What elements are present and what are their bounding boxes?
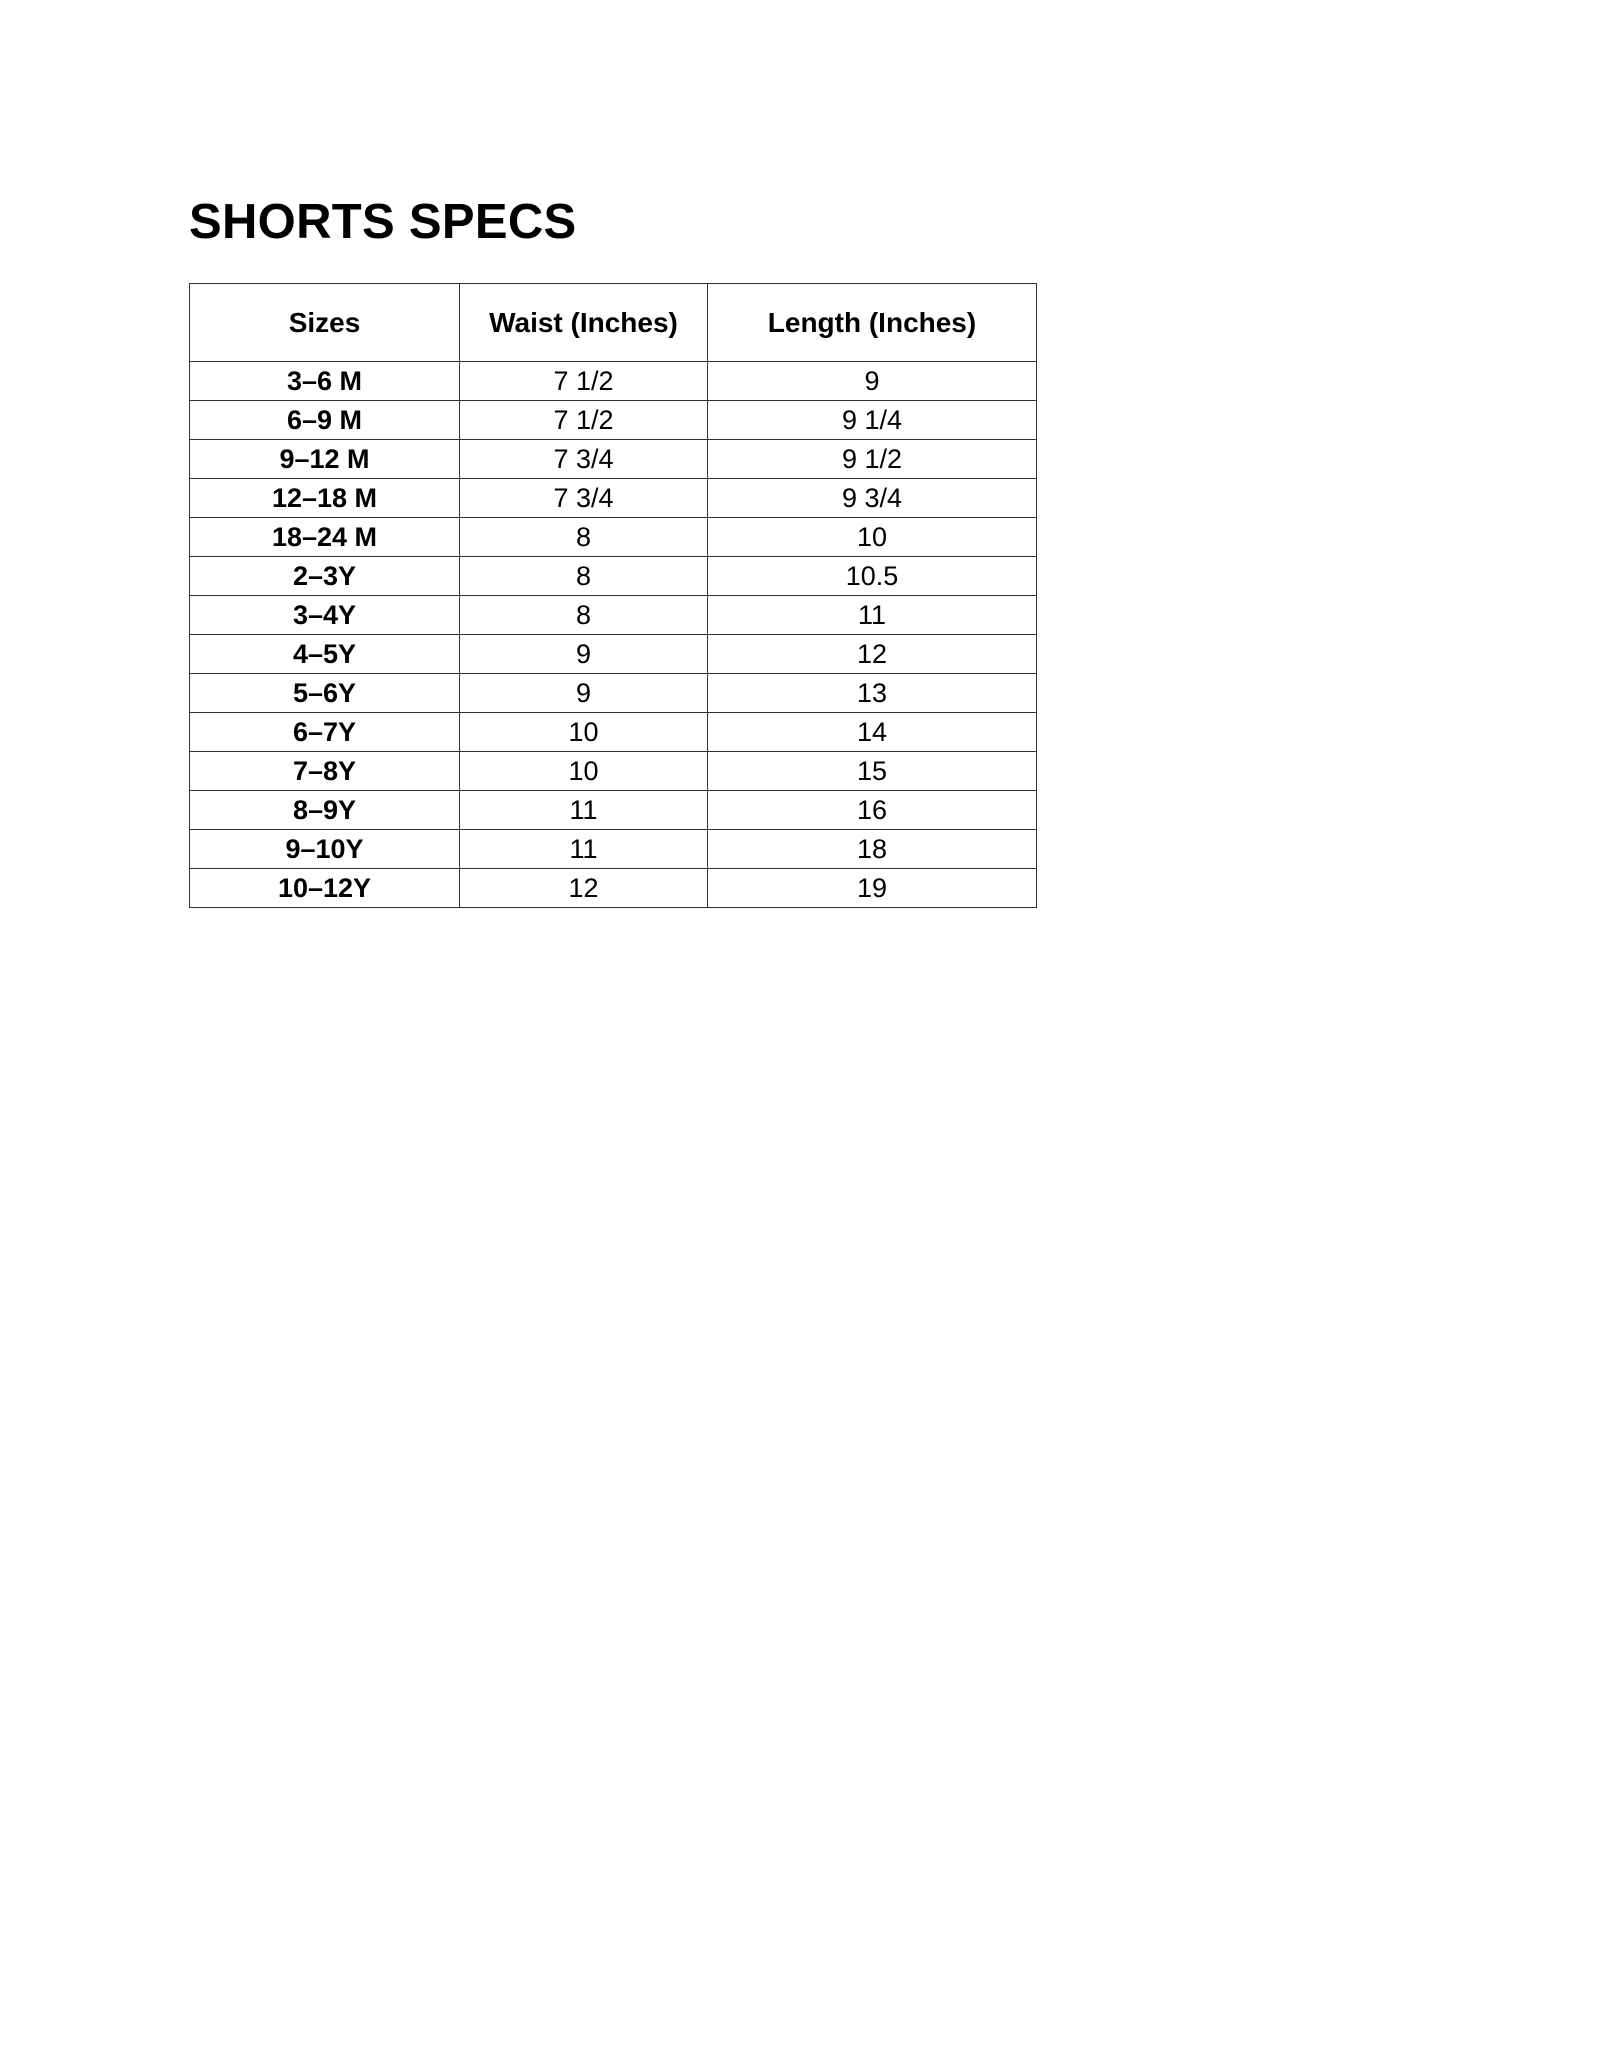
waist-cell: 12	[460, 869, 708, 908]
size-cell: 10–12Y	[190, 869, 460, 908]
table-row	[190, 752, 1037, 791]
waist-cell: 8	[460, 557, 708, 596]
size-cell: 9–12 M	[190, 440, 460, 479]
length-cell: 9 3/4	[708, 479, 1037, 518]
size-cell: 5–6Y	[190, 674, 460, 713]
waist-cell: 7 3/4	[460, 440, 708, 479]
length-cell: 16	[708, 791, 1037, 830]
length-cell: 15	[708, 752, 1037, 791]
size-cell: 6–9 M	[190, 401, 460, 440]
table-row	[190, 479, 1037, 518]
size-cell: 6–7Y	[190, 713, 460, 752]
waist-cell: 7 3/4	[460, 479, 708, 518]
header-waist: Waist (Inches)	[460, 284, 708, 362]
size-cell: 2–3Y	[190, 557, 460, 596]
length-cell: 11	[708, 596, 1037, 635]
waist-cell: 11	[460, 830, 708, 869]
table-header-row	[190, 284, 1037, 362]
length-cell: 10	[708, 518, 1037, 557]
table-row	[190, 440, 1037, 479]
table-row	[190, 869, 1037, 908]
table-row	[190, 401, 1037, 440]
length-cell: 9 1/2	[708, 440, 1037, 479]
size-cell: 8–9Y	[190, 791, 460, 830]
length-cell: 13	[708, 674, 1037, 713]
length-cell: 10.5	[708, 557, 1037, 596]
length-cell: 9 1/4	[708, 401, 1037, 440]
size-cell: 9–10Y	[190, 830, 460, 869]
waist-cell: 10	[460, 752, 708, 791]
waist-cell: 8	[460, 518, 708, 557]
table-row	[190, 830, 1037, 869]
length-cell: 9	[708, 362, 1037, 401]
page-title: SHORTS SPECS	[189, 195, 577, 249]
length-cell: 12	[708, 635, 1037, 674]
table-row	[190, 674, 1037, 713]
size-cell: 12–18 M	[190, 479, 460, 518]
waist-cell: 8	[460, 596, 708, 635]
shorts-spec-table	[189, 283, 1037, 908]
header-length: Length (Inches)	[708, 284, 1037, 362]
waist-cell: 9	[460, 674, 708, 713]
length-cell: 19	[708, 869, 1037, 908]
table-row	[190, 596, 1037, 635]
table-row	[190, 791, 1037, 830]
size-cell: 7–8Y	[190, 752, 460, 791]
table-row	[190, 557, 1037, 596]
size-cell: 3–6 M	[190, 362, 460, 401]
table-row	[190, 362, 1037, 401]
table-row	[190, 518, 1037, 557]
waist-cell: 9	[460, 635, 708, 674]
waist-cell: 7 1/2	[460, 362, 708, 401]
size-cell: 18–24 M	[190, 518, 460, 557]
length-cell: 14	[708, 713, 1037, 752]
length-cell: 18	[708, 830, 1037, 869]
size-cell: 3–4Y	[190, 596, 460, 635]
waist-cell: 7 1/2	[460, 401, 708, 440]
waist-cell: 11	[460, 791, 708, 830]
waist-cell: 10	[460, 713, 708, 752]
header-sizes: Sizes	[190, 284, 460, 362]
size-cell: 4–5Y	[190, 635, 460, 674]
table-row	[190, 635, 1037, 674]
table-row	[190, 713, 1037, 752]
